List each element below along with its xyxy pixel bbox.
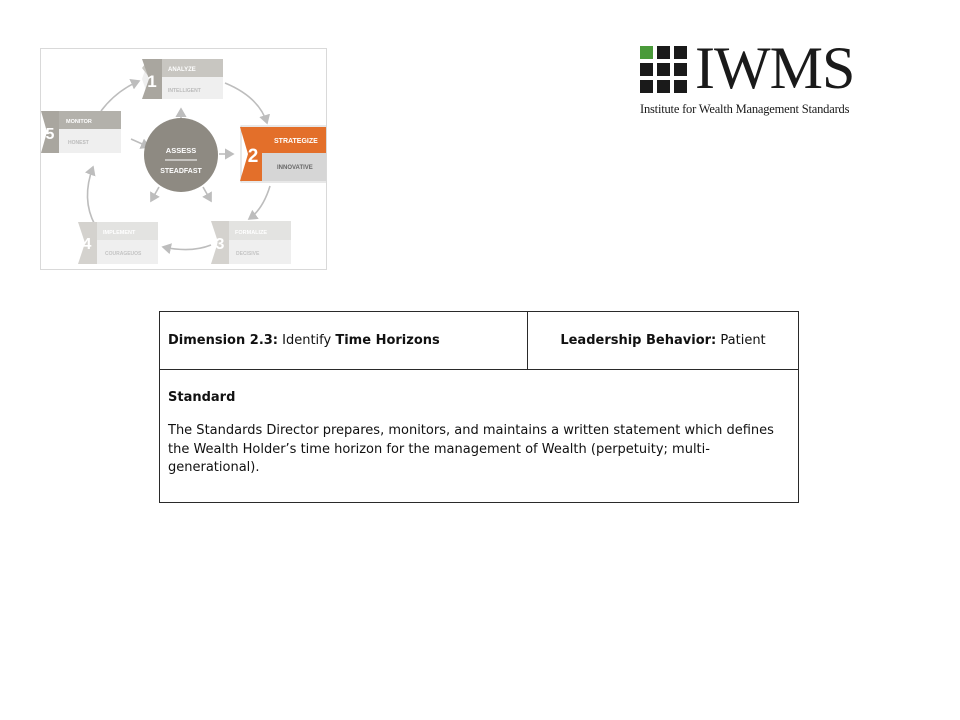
standard-text: The Standards Director prepares, monitors, and maintains a written statement which defines the Wealth Holder’s time horizon for the management of Wealth (perpetuity; multi-generational). — [168, 423, 774, 475]
step-monitor — [41, 111, 121, 153]
svg-text:3: 3 — [215, 236, 225, 253]
svg-text:HONEST: HONEST — [68, 140, 89, 146]
svg-text:4: 4 — [82, 236, 92, 253]
dimension-label: Dimension 2.3: — [168, 333, 278, 348]
behavior-label: Leadership Behavior: — [560, 333, 717, 348]
svg-text:INTELLIGENT: INTELLIGENT — [168, 88, 201, 94]
svg-text:COURAGEUOS: COURAGEUOS — [105, 251, 142, 257]
step-strategize — [240, 126, 326, 182]
svg-text:2: 2 — [247, 146, 259, 167]
standard-heading: Standard — [168, 390, 236, 405]
dimension-title: Time Horizons — [335, 333, 440, 348]
svg-text:STRATEGIZE: STRATEGIZE — [274, 138, 318, 145]
svg-text:5: 5 — [45, 126, 55, 143]
iwms-logo — [640, 35, 900, 124]
dimension-prefix: Identify — [282, 333, 332, 348]
svg-text:DECISIVE: DECISIVE — [236, 251, 260, 257]
svg-text:MONITOR: MONITOR — [66, 119, 92, 125]
logo-tagline: Institute for Wealth Management Standards — [640, 102, 850, 116]
center-node — [144, 118, 218, 192]
standard-header-row — [160, 312, 798, 370]
svg-text:1: 1 — [147, 72, 157, 91]
logo-wordmark: IWMS — [695, 35, 855, 101]
behavior-value: Patient — [720, 333, 766, 348]
svg-text:ASSESS: ASSESS — [165, 146, 197, 155]
standard-table — [159, 311, 799, 503]
dimension-cell — [160, 312, 528, 369]
step-implement — [78, 222, 158, 264]
svg-text:IMPLEMENT: IMPLEMENT — [103, 230, 136, 236]
svg-text:ANALYZE: ANALYZE — [168, 67, 196, 73]
step-analyze — [142, 59, 223, 99]
svg-text:FORMALIZE: FORMALIZE — [235, 230, 268, 236]
cycle-graphic — [41, 49, 326, 269]
process-cycle-diagram — [40, 48, 327, 270]
logo-grid-icon — [640, 46, 687, 93]
svg-text:STEADFAST: STEADFAST — [160, 168, 202, 175]
leadership-behavior-cell — [528, 312, 798, 369]
svg-text:INNOVATIVE: INNOVATIVE — [277, 165, 313, 171]
step-formalize — [211, 221, 291, 264]
standard-body — [168, 390, 784, 478]
